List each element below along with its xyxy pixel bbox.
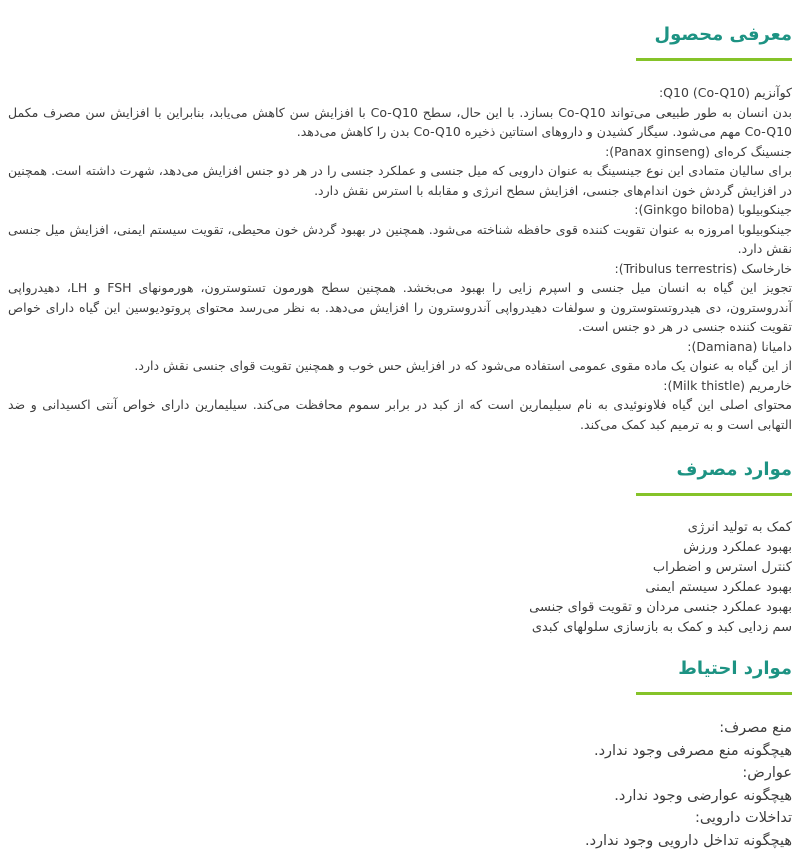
ingredient-heading: جنسینگ کره‌ای (Panax ginseng): xyxy=(8,142,792,162)
ingredient-heading: خارخاسک (Tribulus terrestris): xyxy=(8,259,792,279)
ingredient-block xyxy=(8,337,792,376)
precaution-line: منع مصرف: xyxy=(8,717,792,740)
ingredient-paragraph: محتوای اصلی این گیاه فلاونوئیدی به نام سیلیمارین است که از کبد در برابر سموم محافظت می‌کند. سیلیمارین دارای خواص آنتی اکسیدانی و ضد التهابی است و به ترمیم کبد کمک می‌کند. xyxy=(8,395,792,434)
ingredient-block xyxy=(8,376,792,435)
ingredient-heading: خارمریم (Milk thistle): xyxy=(8,376,792,396)
introduction-body xyxy=(8,83,792,434)
ingredient-paragraph: تجویز این گیاه به انسان میل جنسی و اسپرم زایی را بهبود می‌بخشد. همچنین سطح هورمون تستوسترون، هورمونهای FSH و LH، دهیدرواپی آندروسترون، دی هیدروتستوسترون و سولفات دهیدرواپی آندروسترون را افزایش می‌دهد. به نظر می‌رسد محتوای پروتودیوسین این گیاه دارای خواص تقویت کننده جنسی در هر دو جنس است. xyxy=(8,278,792,337)
precaution-line: هیچگونه منع مصرفی وجود ندارد. xyxy=(8,740,792,763)
precaution-line: تداخلات دارویی: xyxy=(8,807,792,830)
precaution-line: هیچگونه عوارضی وجود ندارد. xyxy=(8,785,792,808)
ingredient-block xyxy=(8,142,792,201)
ingredient-heading: جینکوبیلوبا (Ginkgo biloba): xyxy=(8,200,792,220)
section-underline xyxy=(636,58,792,61)
section-underline xyxy=(636,493,792,496)
uses-list-item: کمک به تولید انرژی xyxy=(8,518,792,538)
precaution-line: هیچگونه تداخل دارویی وجود ندارد. xyxy=(8,830,792,852)
ingredient-heading: دامیانا (Damiana): xyxy=(8,337,792,357)
ingredient-block xyxy=(8,200,792,259)
ingredient-block xyxy=(8,259,792,337)
uses-list xyxy=(8,518,792,638)
precautions-body xyxy=(8,717,792,852)
section-title-introduction: معرفی محصول xyxy=(8,24,792,46)
ingredient-heading: کوآنزیم Q10 (Co-Q10): xyxy=(8,83,792,103)
uses-list-item: کنترل استرس و اضطراب xyxy=(8,558,792,578)
section-title-uses: موارد مصرف xyxy=(8,459,792,481)
section-title-precautions: موارد احتیاط xyxy=(8,658,792,680)
ingredient-paragraph: برای سالیان متمادی این نوع جینسینگ به عنوان دارویی که میل جنسی و عملکرد جنسی را در هر دو جنس افزایش می‌دهد، شهرت داشته است. همچنین در افزایش گردش خون اندام‌های جنسی، افزایش سطح انرژی و مقابله با استرس نقش دارد. xyxy=(8,161,792,200)
precaution-line: عوارض: xyxy=(8,762,792,785)
uses-list-item: بهبود عملکرد ورزش xyxy=(8,538,792,558)
ingredient-block xyxy=(8,83,792,142)
ingredient-paragraph: جینکوبیلوبا امروزه به عنوان تقویت کننده قوی حافظه شناخته می‌شود. همچنین در بهبود گردش خون محیطی، تقویت سیستم ایمنی، افزایش میل جنسی نقش دارد. xyxy=(8,220,792,259)
ingredient-paragraph: از این گیاه به عنوان یک ماده مقوی عمومی استفاده می‌شود که در افزایش حس خوب و همچنین تقویت قوای جنسی نقش دارد. xyxy=(8,356,792,376)
ingredient-paragraph: بدن انسان به طور طبیعی می‌تواند Co-Q10 بسازد. با این حال، سطح Co-Q10 با افزایش سن کاهش می‌یابد، بنابراین با افزایش سن مصرف مکمل Co-Q10 مهم می‌شود. سیگار کشیدن و داروهای استاتین ذخیره Co-Q10 بدن را کاهش می‌دهد. xyxy=(8,103,792,142)
uses-list-item: بهبود عملکرد جنسی مردان و تقویت قوای جنسی xyxy=(8,598,792,618)
uses-list-item: سم زدایی کبد و کمک به بازسازی سلولهای کبدی xyxy=(8,618,792,638)
uses-list-item: بهبود عملکرد سیستم ایمنی xyxy=(8,578,792,598)
section-underline xyxy=(636,692,792,695)
